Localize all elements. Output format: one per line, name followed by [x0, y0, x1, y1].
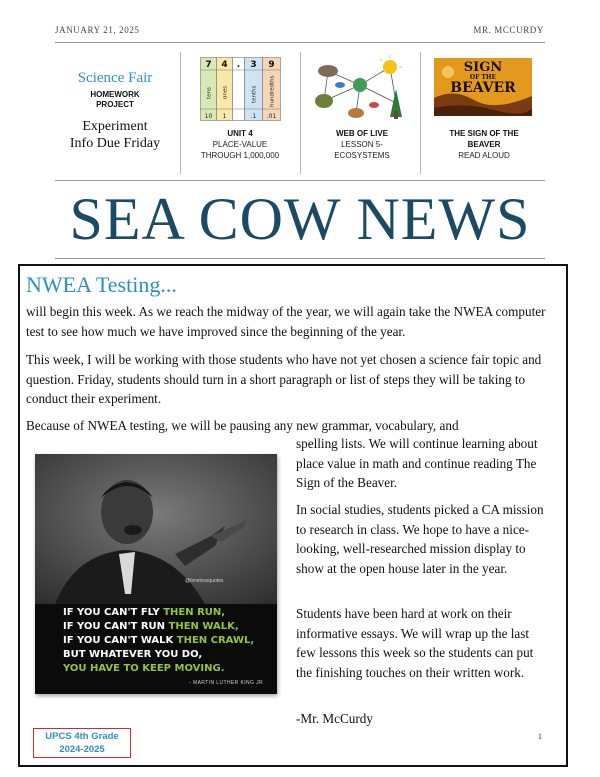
- article-paragraph: Students have been hard at work on their informative essays. We will wrap up the last few lessons this week so the students can put the finishing touches on their written work.: [296, 606, 534, 680]
- banner-divider: [180, 52, 181, 174]
- science-fair-subtitle: HOMEWORK PROJECT: [90, 90, 140, 109]
- grade-badge: UPCS 4th Grade 2024-2025: [33, 728, 131, 758]
- unit-tens: 10: [204, 113, 213, 120]
- place-value-chart: [200, 57, 281, 121]
- digit-tens: 7: [205, 60, 212, 70]
- article-paragraph: spelling lists. We will continue learning about place value in math and continue reading The Sign of the Beaver.: [296, 436, 538, 490]
- digit-ones: 4: [221, 60, 228, 70]
- digit-tenths: 3: [250, 60, 257, 70]
- newsletter-date: JANUARY 21, 2025: [55, 25, 140, 35]
- column-hundredths: hundredths: [269, 75, 276, 107]
- top-rule: [55, 42, 545, 43]
- web-of-life-caption: WEB OF LIVE LESSON 5- ECOSYSTEMS: [334, 129, 390, 160]
- unit-hundredths: .01: [266, 113, 277, 120]
- mlk-quote-image: [35, 454, 277, 694]
- masthead-rule: [55, 258, 545, 259]
- unit-tenths: .1: [250, 113, 257, 120]
- newsletter-masthead: SEA COW NEWS: [69, 186, 531, 252]
- banner-divider: [420, 52, 421, 174]
- column-ones: ones: [222, 85, 229, 99]
- quote-attribution: - MARTIN LUTHER KING JR: [189, 680, 263, 686]
- digit-hundredths: 9: [268, 60, 275, 70]
- banner-divider: [300, 52, 301, 174]
- food-web-illustration: [310, 55, 410, 123]
- article-paragraph: will begin this week. As we reach the midway of the year, we will again take the NWEA computer test to see how much we have improved since the beginning of the year.: [26, 304, 546, 339]
- quote-text: IF YOU CAN'T FLY THEN RUN, IF YOU CAN'T RUN THEN WALK, IF YOU CAN'T WALK THEN CRAWL, BUT WHATEVER YOU DO, YOU HAVE TO KEEP MOVING.: [63, 607, 255, 674]
- article-heading: NWEA Testing...: [26, 272, 177, 297]
- portrait-illustration: [35, 454, 277, 604]
- banner-bottom-rule: [55, 180, 545, 181]
- sign-of-beaver-caption: THE SIGN OF THE BEAVER READ ALOUD: [449, 129, 519, 160]
- digit-point: .: [236, 60, 241, 70]
- teacher-name: MR. MCCURDY: [473, 25, 544, 35]
- column-tens: tens: [206, 87, 213, 99]
- page-number: 1: [538, 732, 542, 741]
- place-value-caption: UNIT 4 PLACE-VALUE THROUGH 1,000,000: [200, 129, 280, 160]
- book-cover-image: SIGN OF THE BEAVER: [434, 58, 532, 116]
- column-tenths: tenths: [251, 85, 258, 103]
- article-paragraph: Because of NWEA testing, we will be pausing any new grammar, vocabulary, and: [26, 418, 459, 433]
- science-fair-due: Experiment Info Due Friday: [69, 119, 161, 151]
- article-paragraph: In social studies, students picked a CA mission to research in class. We hope to have a nice-looking, well-researched mission display to show at the open house later in the year.: [296, 502, 544, 576]
- science-fair-title: Science Fair: [77, 70, 153, 86]
- image-credit: @timelessquotes: [185, 578, 224, 584]
- signoff: -Mr. McCurdy: [296, 711, 373, 726]
- article-paragraph: This week, I will be working with those students who have not yet chosen a science fair topic and question. Friday, students should turn in a short paragraph or list of steps they will be taking to conduct their experiment.: [26, 352, 542, 406]
- unit-ones: 1: [222, 113, 227, 120]
